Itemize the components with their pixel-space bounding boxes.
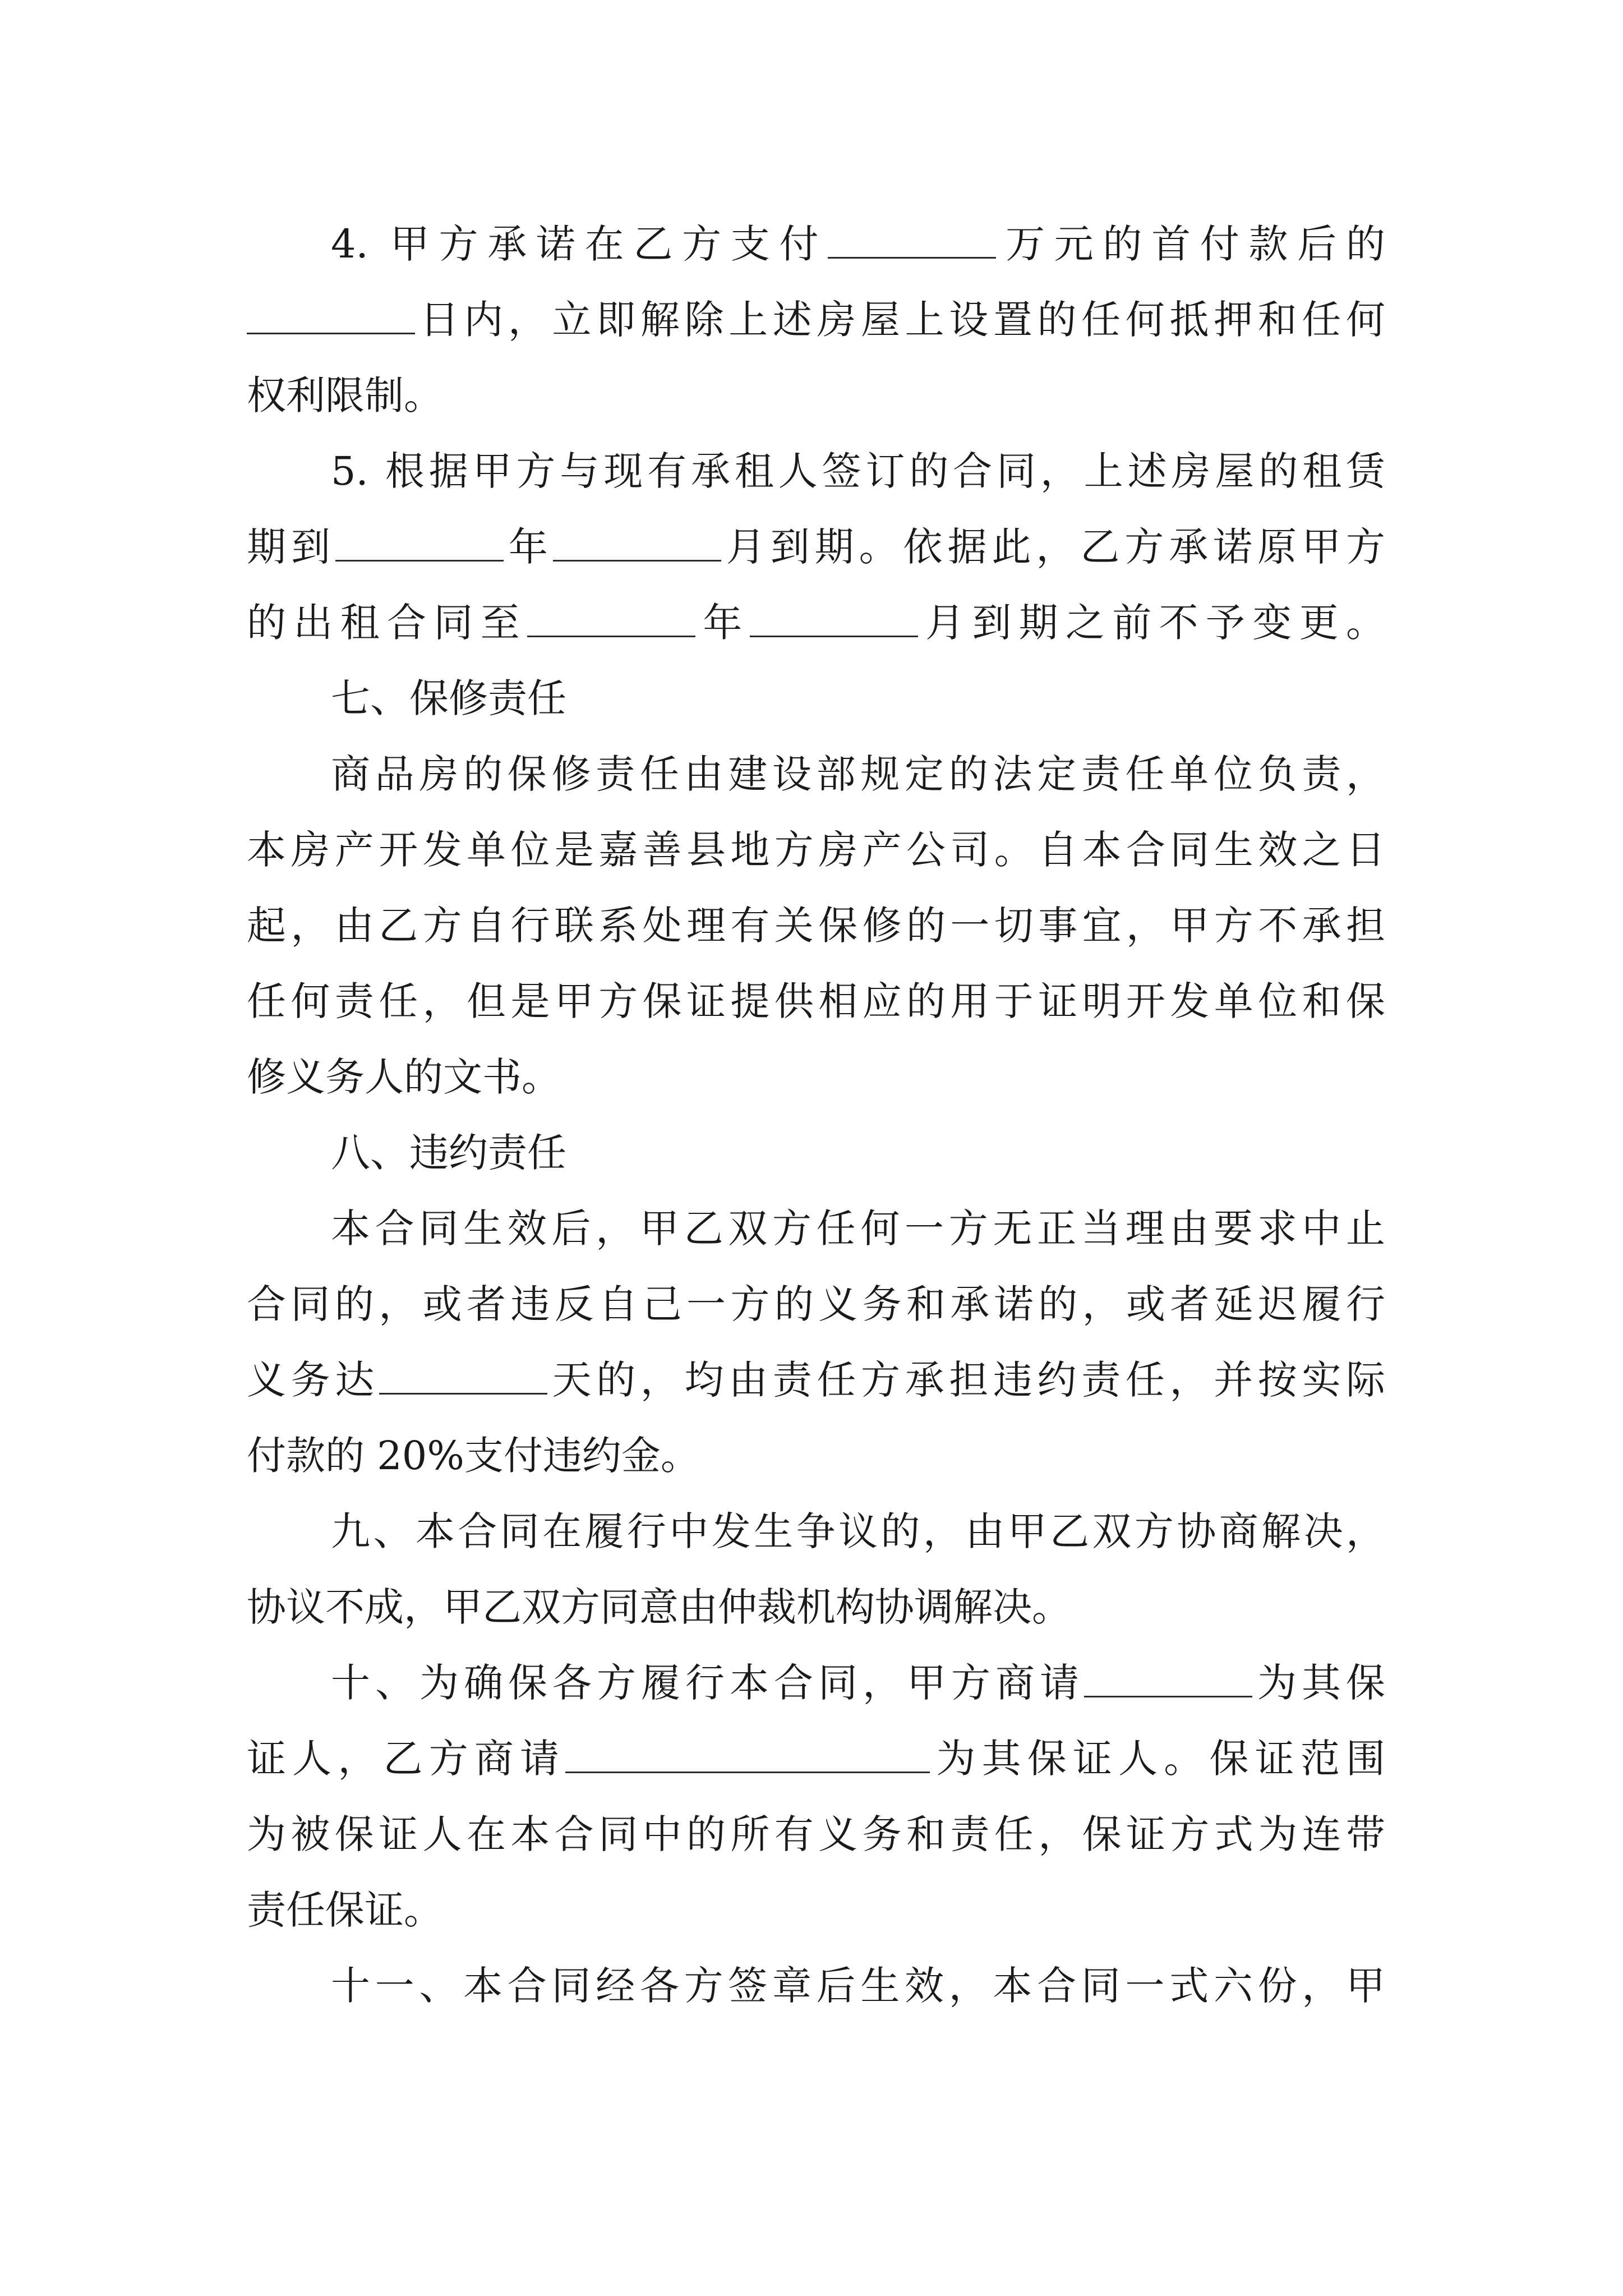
blank-line (553, 521, 721, 562)
section-11-line-1: 十一、本合同经各方签章后生效，本合同一式六份，甲 (331, 1963, 1385, 2009)
section-8-line-1: 本合同生效后，甲乙双方任何一方无正当理由要求中止 (331, 1205, 1385, 1251)
section-7-line-5: 修义务人的文书。 (247, 1054, 561, 1100)
blank-line (750, 596, 918, 637)
text: 年 (503, 524, 553, 570)
clause-4-line-3: 权利限制。 (247, 372, 443, 418)
text: 月到期。依据此，乙方承诺原甲方 (721, 524, 1385, 570)
blank-line (247, 293, 415, 334)
text: 4. 甲方承诺在乙方支付 (331, 221, 828, 267)
text: 日内，立即解除上述房屋上设置的任何抵押和任何 (415, 297, 1385, 343)
text: 为其保证人。保证范围 (930, 1736, 1385, 1782)
text: 万元的首付款后的 (996, 221, 1385, 267)
text: 年 (695, 600, 750, 646)
text: 期到 (247, 524, 335, 570)
blank-line (1084, 1657, 1252, 1697)
text: 为其保 (1252, 1660, 1385, 1706)
section-10-line-2 (247, 1731, 1385, 1787)
clause-5-line-3 (247, 595, 1385, 651)
blank-line (379, 1354, 547, 1395)
section-8-heading: 八、违约责任 (331, 1130, 566, 1176)
section-7-line-4: 任何责任，但是甲方保证提供相应的用于证明开发单位和保 (247, 978, 1385, 1024)
section-9-line-2: 协议不成，甲乙双方同意由仲裁机构协调解决。 (247, 1584, 1071, 1630)
section-10-line-3: 为被保证人在本合同中的所有义务和责任，保证方式为连带 (247, 1811, 1385, 1857)
blank-line (335, 521, 504, 562)
blank-line (565, 1732, 930, 1773)
blank-line (527, 596, 695, 637)
clause-5-line-1: 5. 根据甲方与现有承租人签订的合同，上述房屋的租赁 (331, 448, 1385, 494)
text: 天的，均由责任方承担违约责任，并按实际 (547, 1357, 1385, 1403)
text: 证人，乙方商请 (247, 1736, 566, 1782)
section-7-heading: 七、保修责任 (331, 675, 566, 721)
clause-4-line-2 (247, 292, 1385, 348)
section-8-line-4: 付款的 20%支付违约金。 (247, 1433, 700, 1479)
section-10-line-4: 责任保证。 (247, 1887, 443, 1933)
text: 义务达 (247, 1357, 379, 1403)
text: 的出租合同至 (247, 600, 527, 646)
section-8-line-2: 合同的，或者违反自己一方的义务和承诺的，或者延迟履行 (247, 1281, 1385, 1327)
text: 月到期之前不予变更。 (917, 600, 1385, 646)
clause-5-line-2 (247, 519, 1385, 575)
blank-line (828, 218, 996, 259)
clause-4-line-1 (331, 216, 1385, 272)
section-8-line-3 (247, 1352, 1385, 1408)
section-10-line-1 (331, 1655, 1385, 1711)
section-7-line-1: 商品房的保修责任由建设部规定的法定责任单位负责， (331, 751, 1385, 797)
section-7-line-2: 本房产开发单位是嘉善县地方房产公司。自本合同生效之日 (247, 827, 1385, 873)
section-9-line-1: 九、本合同在履行中发生争议的，由甲乙双方协商解决， (331, 1508, 1385, 1554)
text: 十、为确保各方履行本合同，甲方商请 (331, 1660, 1084, 1706)
section-7-line-3: 起，由乙方自行联系处理有关保修的一切事宜，甲方不承担 (247, 903, 1385, 949)
